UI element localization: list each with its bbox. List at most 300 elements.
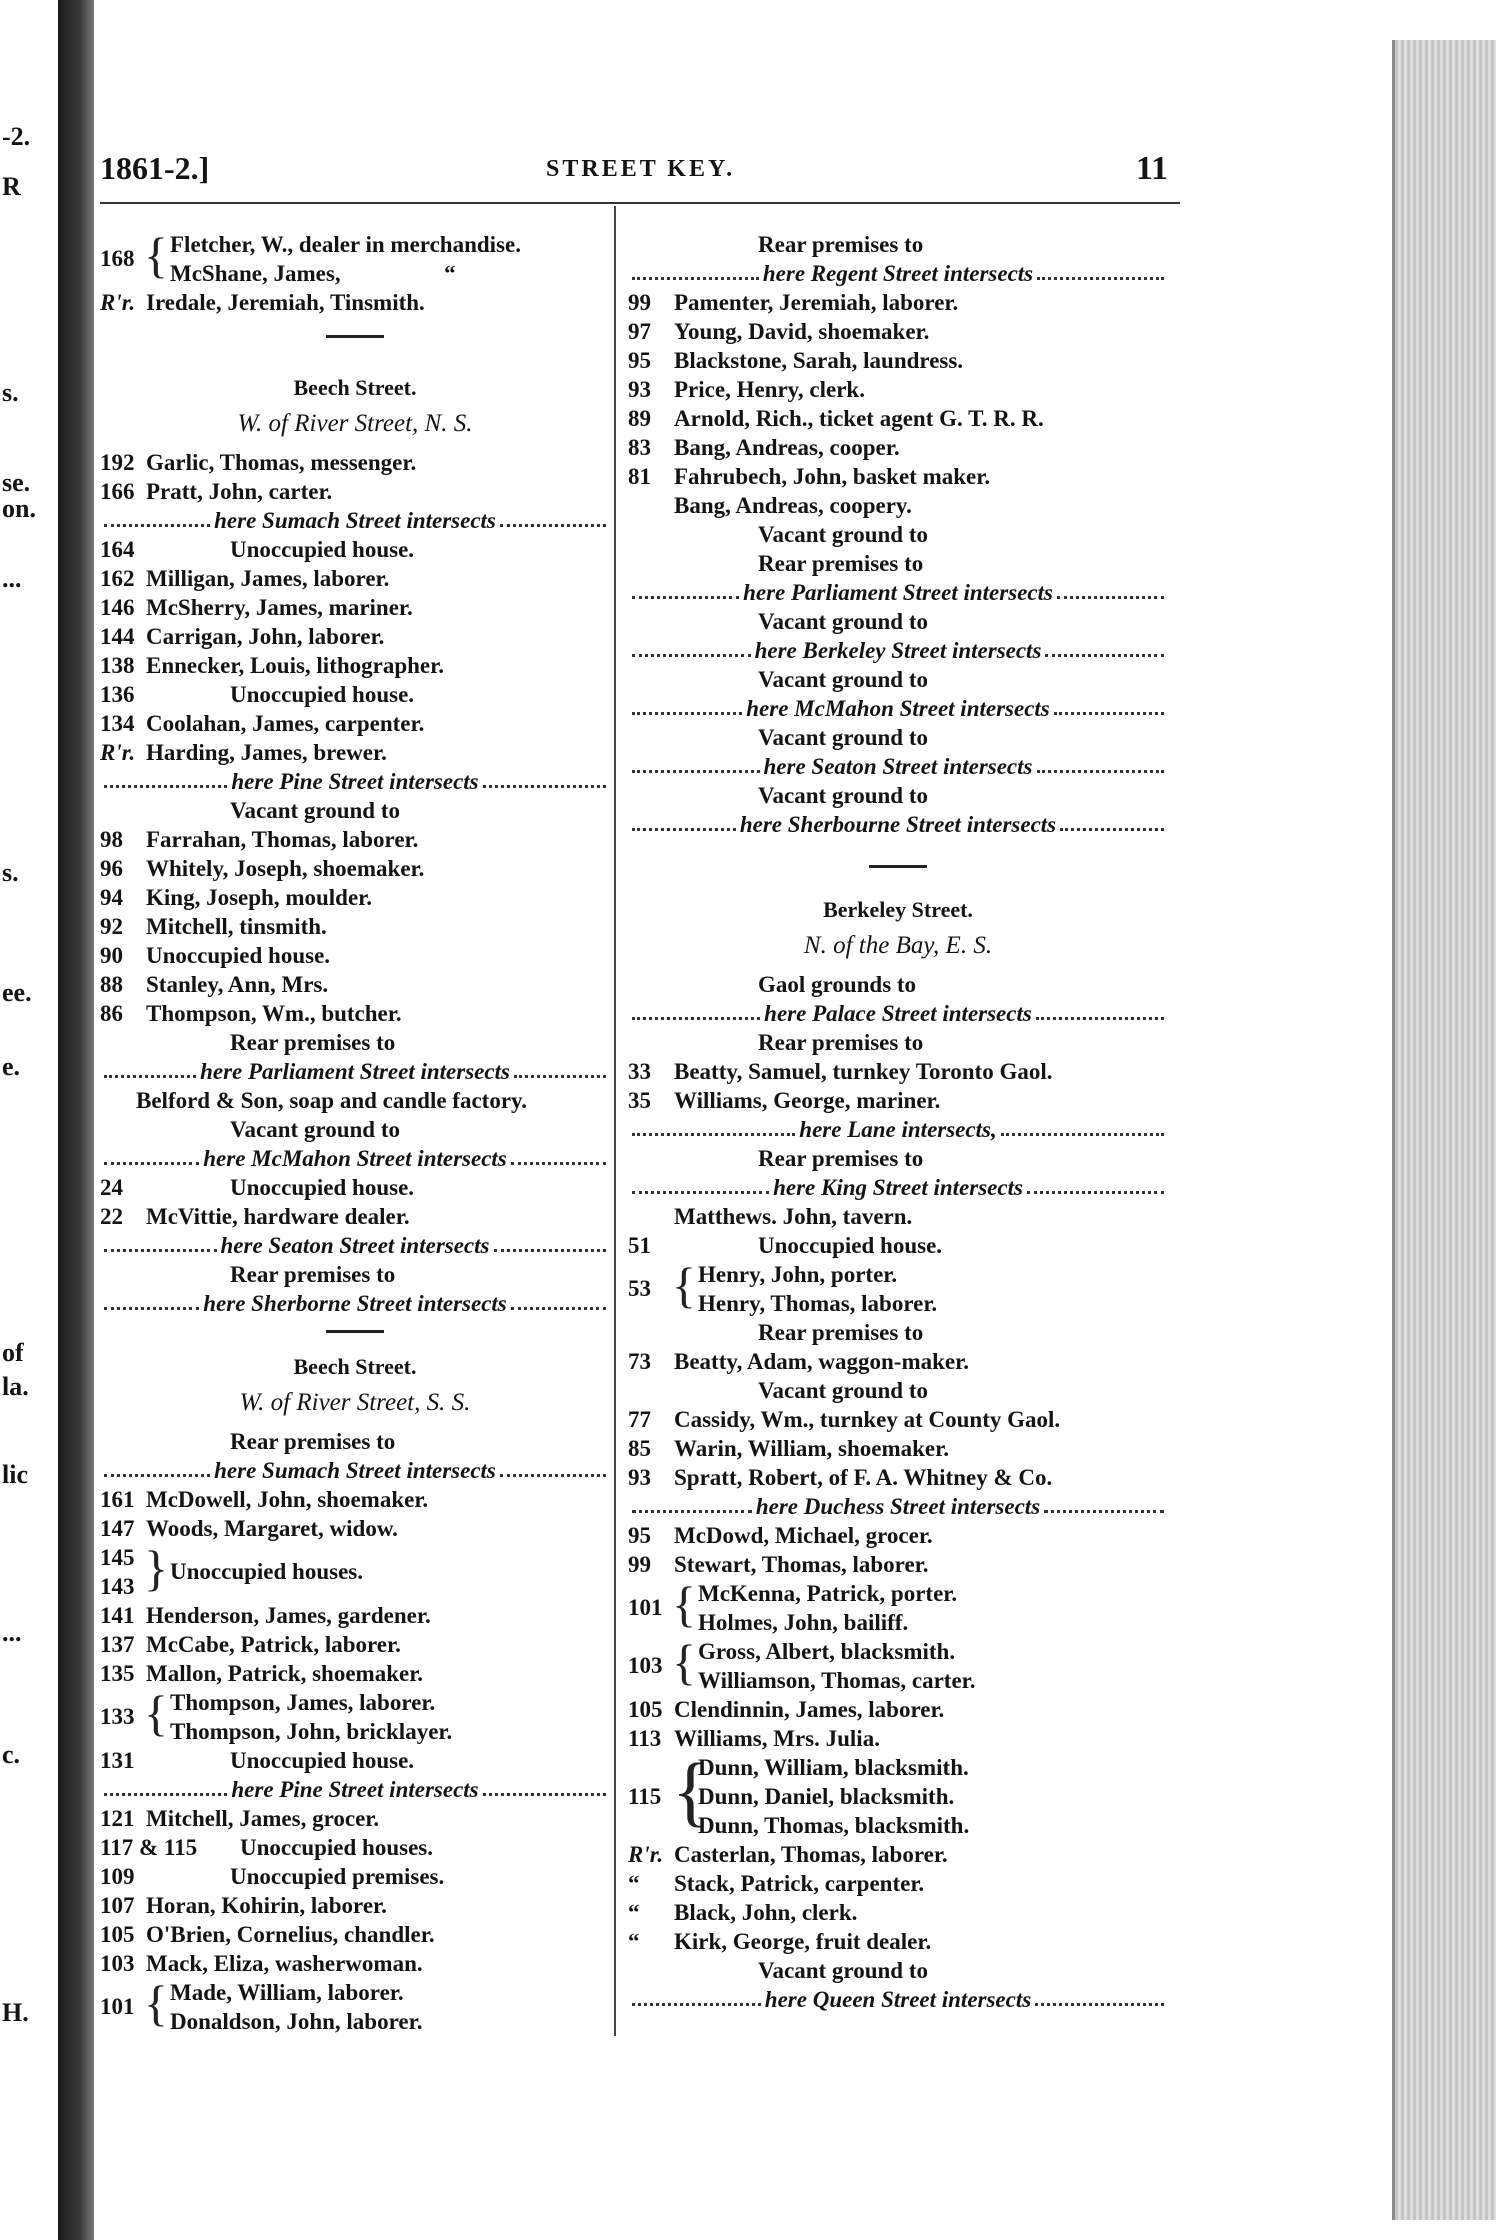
house-number: 86: [100, 1001, 123, 1026]
leader-dots: [632, 818, 736, 831]
street-heading: Berkeley Street.: [823, 897, 973, 922]
directory-entry: [100, 1833, 610, 1862]
intersection-text: here McMahon Street intersects: [746, 696, 1050, 721]
entry-text: Horan, Kohirin, laborer.: [146, 1893, 387, 1918]
margin-fragment: lic: [2, 1460, 28, 1489]
entry-101-right: [628, 1576, 1168, 1637]
house-number: 101: [628, 1595, 663, 1620]
margin-fragment: -2.: [2, 122, 31, 151]
entry-115: [628, 1747, 1168, 1840]
facing-page-margin: [0, 0, 58, 2240]
directory-entry: [100, 1086, 610, 1115]
entry-text: Clendinnin, James, laborer.: [674, 1697, 945, 1722]
house-number: 162: [100, 566, 135, 591]
house-number: R'r.: [628, 1842, 664, 1867]
entry-line: Henry, John, porter.: [698, 1262, 898, 1287]
intersection-line: [628, 1115, 1168, 1144]
house-number: 103: [100, 1951, 135, 1976]
entry-text: Blackstone, Sarah, laundress.: [674, 348, 964, 373]
intersection-line: [100, 506, 610, 535]
leader-dots: [632, 586, 739, 599]
house-number: 121: [100, 1806, 135, 1831]
directory-entry: [100, 1746, 610, 1775]
page-number: 11: [1135, 150, 1168, 187]
leader-dots: [1057, 586, 1164, 599]
entry-text: Rear premises to: [758, 1030, 924, 1055]
house-number: 192: [100, 450, 135, 475]
intersection-text: here Berkeley Street intersects: [754, 638, 1042, 663]
house-number: 93: [628, 1465, 651, 1490]
page-header: [100, 150, 1180, 194]
house-number: 77: [628, 1407, 651, 1432]
year-range: 1861-2.]: [100, 150, 210, 186]
entry-text: McSherry, James, mariner.: [146, 595, 413, 620]
house-number: 145: [100, 1545, 135, 1570]
entry-text: O'Brien, Cornelius, chandler.: [146, 1922, 435, 1947]
house-number: 115: [628, 1784, 662, 1809]
entry-text: Coolahan, James, carpenter.: [146, 711, 425, 736]
directory-entry: [628, 317, 1168, 346]
entry-text: Pratt, John, carter.: [146, 479, 333, 504]
entry-text: Vacant ground to: [758, 1958, 928, 1983]
entry-list: [100, 448, 610, 1318]
entry-text: Young, David, shoemaker.: [674, 319, 930, 344]
house-number: 85: [628, 1436, 651, 1461]
leader-dots: [1035, 1993, 1164, 2006]
directory-entry: [628, 1434, 1168, 1463]
section-separator: [869, 865, 927, 868]
house-number: “: [628, 1929, 640, 1954]
entry-line: Williamson, Thomas, carter.: [698, 1668, 976, 1693]
directory-entry: [628, 1347, 1168, 1376]
entry-text: Beatty, Samuel, turnkey Toronto Gaol.: [674, 1059, 1053, 1084]
street-heading: Beech Street.: [293, 1354, 417, 1379]
house-number: 88: [100, 972, 123, 997]
margin-fragment: s.: [2, 378, 19, 407]
directory-entry: [100, 1115, 610, 1144]
entry-text: Kirk, George, fruit dealer.: [674, 1929, 932, 1954]
directory-entry: [628, 1695, 1168, 1724]
entry-list: [100, 1601, 610, 1688]
entry-text: Unoccupied house.: [230, 1175, 415, 1200]
directory-entry: [628, 1840, 1168, 1869]
directory-entry: [628, 346, 1168, 375]
entry-list: [628, 230, 1168, 839]
house-number: 105: [628, 1697, 663, 1722]
intersection-line: [100, 1144, 610, 1173]
house-number: 103: [628, 1653, 663, 1678]
directory-entry: [628, 1521, 1168, 1550]
margin-fragment: ...: [2, 564, 22, 593]
entry-text: Unoccupied house.: [146, 943, 331, 968]
house-number: “: [628, 1900, 640, 1925]
house-number: 136: [100, 682, 135, 707]
directory-entry: [628, 1086, 1168, 1115]
entry-text: Unoccupied house.: [230, 1748, 415, 1773]
margin-fragment: se.: [2, 468, 31, 497]
house-number: 99: [628, 290, 651, 315]
leader-dots: [1027, 1181, 1164, 1194]
entry-text: Stack, Patrick, carpenter.: [674, 1871, 925, 1896]
entry-line: Thompson, John, bricklayer.: [170, 1719, 453, 1744]
house-number: 99: [628, 1552, 651, 1577]
brace: {: [672, 1747, 710, 1834]
entry-text: Carrigan, John, laborer.: [146, 624, 385, 649]
directory-entry: [628, 1057, 1168, 1086]
house-number: 143: [100, 1574, 135, 1599]
leader-dots: [632, 760, 760, 773]
margin-fragment: la.: [2, 1372, 29, 1401]
entry-text: King, Joseph, moulder.: [146, 885, 373, 910]
entry-line: Dunn, William, blacksmith.: [698, 1755, 969, 1780]
leader-dots: [500, 1464, 606, 1477]
directory-entry: [628, 607, 1168, 636]
intersection-line: [100, 1289, 610, 1318]
entry-text: Iredale, Jeremiah, Tinsmith.: [146, 290, 425, 315]
house-number: 168: [100, 246, 135, 271]
leader-dots: [104, 1297, 199, 1310]
entry-line: Gross, Albert, blacksmith.: [698, 1639, 956, 1664]
house-number: 35: [628, 1088, 651, 1113]
house-number: 90: [100, 943, 123, 968]
section-separator: [326, 1330, 384, 1333]
directory-entry: [628, 288, 1168, 317]
directory-entry: [628, 549, 1168, 578]
leader-dots: [1044, 1500, 1164, 1513]
intersection-text: here Parliament Street intersects: [743, 580, 1053, 605]
entry-text: Williams, Mrs. Julia.: [674, 1726, 880, 1751]
entry-text: Mallon, Patrick, shoemaker.: [146, 1661, 424, 1686]
brace: }: [144, 1540, 168, 1596]
entry-text: Spratt, Robert, of F. A. Whitney & Co.: [674, 1465, 1053, 1490]
brace: {: [672, 1257, 696, 1313]
entry-text: Ennecker, Louis, lithographer.: [146, 653, 444, 678]
entry-text: Vacant ground to: [230, 798, 400, 823]
entry-list: [628, 970, 1168, 1260]
intersection-line: [628, 752, 1168, 781]
entry-text: Vacant ground to: [758, 609, 928, 634]
intersection-line: [628, 1173, 1168, 1202]
intersection-text: here Seaton Street intersects: [763, 754, 1033, 779]
directory-entry: [100, 912, 610, 941]
entry-text: Unoccupied house.: [230, 682, 415, 707]
book-spine: [58, 0, 94, 2240]
margin-fragment: s.: [2, 858, 19, 887]
directory-entry: [100, 970, 610, 999]
entry-text: Pamenter, Jeremiah, laborer.: [674, 290, 959, 315]
house-number: 22: [100, 1204, 123, 1229]
entry-text: Rear premises to: [230, 1262, 396, 1287]
entry-text: Stewart, Thomas, laborer.: [674, 1552, 929, 1577]
entry-text: Rear premises to: [758, 232, 924, 257]
entry-text: Bang, Andreas, coopery.: [674, 493, 912, 518]
directory-entry: [100, 1202, 610, 1231]
leader-dots: [632, 1123, 795, 1136]
intersection-line: [628, 578, 1168, 607]
directory-entry: [628, 1231, 1168, 1260]
entry-text: McVittie, hardware dealer.: [146, 1204, 410, 1229]
leader-dots: [483, 775, 606, 788]
directory-entry: [100, 825, 610, 854]
entry-text: Rear premises to: [230, 1429, 396, 1454]
intersection-line: [100, 1775, 610, 1804]
entry-text: Williams, George, mariner.: [674, 1088, 941, 1113]
directory-entry: [628, 781, 1168, 810]
leader-dots: [1045, 644, 1164, 657]
entry-text: McDowell, John, shoemaker.: [146, 1487, 429, 1512]
directory-entry: [100, 854, 610, 883]
directory-entry: [100, 1601, 610, 1630]
directory-entry: [628, 1376, 1168, 1405]
entry-text: Warin, William, shoemaker.: [674, 1436, 949, 1461]
entry-text: Rear premises to: [230, 1030, 396, 1055]
entry-101: [100, 1975, 610, 2036]
intersection-line: [628, 999, 1168, 1028]
directory-entry: [628, 520, 1168, 549]
intersection-text: here Queen Street intersects: [764, 1987, 1032, 2012]
house-number: 92: [100, 914, 123, 939]
leader-dots: [511, 1297, 606, 1310]
brace: {: [672, 1576, 696, 1632]
entry-text: McDowd, Michael, grocer.: [674, 1523, 933, 1548]
leader-dots: [632, 702, 742, 715]
directory-entry: [628, 491, 1168, 520]
leader-dots: [1037, 760, 1165, 773]
entry-line: Dunn, Thomas, blacksmith.: [698, 1813, 970, 1838]
directory-entry: [628, 1405, 1168, 1434]
directory-entry: [100, 1173, 610, 1202]
entry-53: [628, 1257, 1168, 1318]
house-number: 83: [628, 435, 651, 460]
house-number: 95: [628, 348, 651, 373]
margin-fragment: H.: [2, 1998, 29, 2027]
intersection-text: here Regent Street intersects: [762, 261, 1034, 286]
entry-text: Vacant ground to: [230, 1117, 400, 1142]
directory-entry: [100, 1630, 610, 1659]
margin-fragment: of: [2, 1338, 24, 1367]
house-number: 137: [100, 1632, 135, 1657]
directory-entry: [628, 1028, 1168, 1057]
house-number: 33: [628, 1059, 651, 1084]
directory-entry: [628, 375, 1168, 404]
house-number: 98: [100, 827, 123, 852]
intersection-text: here Sumach Street intersects: [214, 508, 496, 533]
entry-text: Farrahan, Thomas, laborer.: [146, 827, 419, 852]
intersection-line: [100, 1231, 610, 1260]
entry-line: Unoccupied houses.: [170, 1559, 363, 1584]
intersection-line: [628, 810, 1168, 839]
brace: {: [144, 1975, 168, 2031]
house-number: 144: [100, 624, 135, 649]
directory-entry: [628, 1898, 1168, 1927]
intersection-line: [628, 1492, 1168, 1521]
directory-entry: [628, 433, 1168, 462]
house-number: 135: [100, 1661, 135, 1686]
house-number: 109: [100, 1864, 135, 1889]
leader-dots: [494, 1239, 607, 1252]
house-number: 94: [100, 885, 123, 910]
leader-dots: [104, 1065, 196, 1078]
directory-entry: [628, 230, 1168, 259]
house-number: 53: [628, 1276, 651, 1301]
margin-fragment: on.: [2, 494, 36, 523]
entry-text: Unoccupied house.: [230, 537, 415, 562]
column-divider: [614, 206, 616, 2036]
directory-entry: [100, 1485, 610, 1514]
entry-line: Henry, Thomas, laborer.: [698, 1291, 938, 1316]
entry-text: Casterlan, Thomas, laborer.: [674, 1842, 948, 1867]
entry-text: McCabe, Patrick, laborer.: [146, 1632, 401, 1657]
entry-rear-iredale: [100, 288, 610, 317]
entry-list: [628, 1840, 1168, 2014]
street-subheading: W. of River Street, N. S.: [237, 410, 473, 437]
directory-entry: [100, 709, 610, 738]
entry-text: Belford & Son, soap and candle factory.: [136, 1088, 528, 1113]
directory-entry: [100, 535, 610, 564]
house-number: 164: [100, 537, 135, 562]
directory-entry: [100, 1891, 610, 1920]
directory-entry: [100, 622, 610, 651]
directory-entry: [628, 462, 1168, 491]
house-number: 93: [628, 377, 651, 402]
directory-entry: [100, 651, 610, 680]
entry-text: Rear premises to: [758, 1320, 924, 1345]
directory-entry: [100, 883, 610, 912]
directory-entry: [100, 738, 610, 767]
brace: {: [672, 1634, 696, 1690]
entry-line: Donaldson, John, laborer.: [170, 2009, 423, 2034]
entry-168: [100, 227, 610, 288]
house-number: 105: [100, 1922, 135, 1947]
directory-entry: [100, 1920, 610, 1949]
margin-fragment: c.: [2, 1740, 21, 1769]
house-number: R'r.: [100, 740, 136, 765]
entry-text: Vacant ground to: [758, 522, 928, 547]
house-number: “: [628, 1871, 640, 1896]
house-number: 107: [100, 1893, 135, 1918]
leader-dots: [632, 1007, 760, 1020]
leader-dots: [514, 1065, 606, 1078]
leader-dots: [104, 1239, 217, 1252]
house-number: 51: [628, 1233, 651, 1258]
entry-text: Mack, Eliza, washerwoman.: [146, 1951, 423, 1976]
entry-text: Black, John, clerk.: [674, 1900, 858, 1925]
directory-entry: [100, 1949, 610, 1978]
left-column: [100, 227, 610, 2036]
brace: {: [144, 1685, 168, 1741]
entry-text: Vacant ground to: [758, 667, 928, 692]
entry-145-143: [100, 1540, 610, 1601]
directory-entry: [628, 1956, 1168, 1985]
leader-dots: [1054, 702, 1164, 715]
intersection-line: [628, 1985, 1168, 2014]
directory-entry: [628, 1318, 1168, 1347]
intersection-text: here King Street intersects: [773, 1175, 1023, 1200]
directory-entry: [628, 1463, 1168, 1492]
directory-entry: [100, 941, 610, 970]
house-number: 101: [100, 1994, 135, 2019]
margin-fragment: ee.: [2, 978, 32, 1007]
house-number: 96: [100, 856, 123, 881]
intersection-line: [100, 767, 610, 796]
entry-text: Price, Henry, clerk.: [674, 377, 865, 402]
entry-text: Vacant ground to: [758, 783, 928, 808]
house-number: 131: [100, 1748, 135, 1773]
leader-dots: [632, 1500, 752, 1513]
intersection-line: [628, 694, 1168, 723]
entry-line: Dunn, Daniel, blacksmith.: [698, 1784, 955, 1809]
entry-text: Arnold, Rich., ticket agent G. T. R. R.: [674, 406, 1044, 431]
intersection-line: [100, 1456, 610, 1485]
entry-text: Thompson, Wm., butcher.: [146, 1001, 402, 1026]
directory-entry: [100, 999, 610, 1028]
entry-text: Vacant ground to: [758, 1378, 928, 1403]
directory-entry: [628, 723, 1168, 752]
intersection-text: here Pine Street intersects: [231, 1777, 479, 1802]
entry-line: Holmes, John, bailiff.: [698, 1610, 909, 1635]
house-number: 117 & 115: [100, 1835, 198, 1860]
running-title: STREET KEY.: [546, 156, 736, 182]
leader-dots: [1036, 1007, 1164, 1020]
entry-line: McKenna, Patrick, porter.: [698, 1581, 958, 1606]
entry-list: [628, 1695, 1168, 1753]
directory-entry: [100, 796, 610, 825]
entry-text: Bang, Andreas, cooper.: [674, 435, 900, 460]
leader-dots: [104, 1783, 227, 1796]
leader-dots: [632, 1993, 761, 2006]
house-number: 97: [628, 319, 651, 344]
house-number: 133: [100, 1704, 135, 1729]
page-edges: [1392, 40, 1496, 2220]
intersection-text: here Duchess Street intersects: [755, 1494, 1041, 1519]
directory-entry: [100, 680, 610, 709]
leader-dots: [500, 514, 606, 527]
house-number: 73: [628, 1349, 651, 1374]
margin-fragment: R: [2, 172, 21, 201]
directory-entry: [100, 1804, 610, 1833]
entry-text: Garlic, Thomas, messenger.: [146, 450, 417, 475]
margin-fragment: e.: [2, 1052, 21, 1081]
entry-text: Woods, Margaret, widow.: [146, 1516, 398, 1541]
entry-text: Unoccupied house.: [758, 1233, 943, 1258]
entry-text: Henderson, James, gardener.: [146, 1603, 431, 1628]
header-rule: [100, 202, 1180, 204]
house-number: 134: [100, 711, 135, 736]
leader-dots: [483, 1783, 606, 1796]
intersection-text: here Palace Street intersects: [764, 1001, 1032, 1026]
house-number: 81: [628, 464, 651, 489]
intersection-text: here Seaton Street intersects: [220, 1233, 490, 1258]
entry-text: Unoccupied premises.: [230, 1864, 445, 1889]
directory-entry: [628, 1927, 1168, 1956]
intersection-text: here Sherborne Street intersects: [203, 1291, 507, 1316]
leader-dots: [104, 514, 210, 527]
house-number: 95: [628, 1523, 651, 1548]
leader-dots: [1060, 818, 1164, 831]
entry-text: Gaol grounds to: [758, 972, 917, 997]
directory-entry: [628, 1550, 1168, 1579]
street-heading: Beech Street.: [293, 375, 417, 400]
house-number: 161: [100, 1487, 135, 1512]
section-separator: [326, 335, 384, 338]
leader-dots: [104, 775, 227, 788]
leader-dots: [632, 644, 751, 657]
intersection-text: here Pine Street intersects: [231, 769, 479, 794]
entry-text: Matthews. John, tavern.: [674, 1204, 913, 1229]
entry-list: [628, 1318, 1168, 1579]
directory-entry: [100, 564, 610, 593]
directory-entry: [628, 1202, 1168, 1231]
